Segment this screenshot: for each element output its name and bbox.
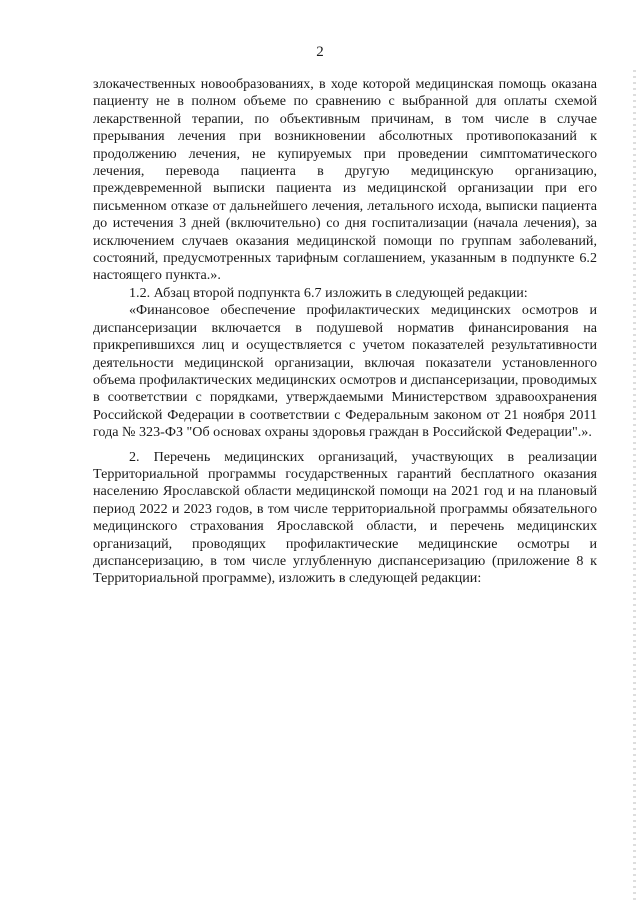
page-number: 2	[316, 44, 324, 60]
paragraph-amendment-1-2: 1.2. Абзац второй подпункта 6.7 изложить в следующей редакции:	[129, 284, 528, 301]
document-body	[93, 76, 597, 588]
scan-edge-artifact	[633, 70, 636, 900]
paragraph-continuation: злокачественных новообразованиях, в ходе которой медицинская помощь оказана пациенту не в полном объеме по сравнению с выбранной для оплаты схемой лекарственной терапии, по объективным причинам, в том числе в случае прерывания лечения при возникновении абсолютных противопоказаний к продолжению лечения, не купируемых при проведении симптоматического лечения, перевода пациента в другую медицинскую организацию, преждевременной выписки пациента из медицинской организации при его письменном отказе от дальнейшего лечения, летального исхода, выписки пациента до истечения 3 дней (включительно) со дня госпитализации (начала лечения), за исключением случаев оказания медицинской помощи по группам заболеваний, состояний, предусмотренных тарифным соглашением, указанным в подпункте 6.2 настоящего пункта.».	[93, 76, 597, 284]
paragraph-item-2: 2. Перечень медицинских организаций, участвующих в реализации Территориальной программы государственных гарантий бесплатного оказания населению Ярославской области медицинской помощи на 2021 год и на плановый период 2022 и 2023 годов, в том числе территориальной программы обязательного медицинского страхования Ярославской области, и перечень медицинских организаций, проводящих профилактические медицинские осмотры и диспансеризацию, в том числе углубленную диспансеризацию (приложение 8 к Территориальной программе), изложить в следующей редакции:	[93, 448, 597, 587]
paragraph-quoted-text: «Финансовое обеспечение профилактических медицинских осмотров и диспансеризации включается в подушевой норматив финансирования на прикрепившихся лиц и осуществляется с учетом показателей результативности деятельности медицинской организации, включая показатели установленного объема профилактических медицинских осмотров и диспансеризации, проводимых в соответствии с порядками, утверждаемыми Министерством здравоохранения Российской Федерации в соответствии с Федеральным законом от 21 ноября 2011 года № 323-ФЗ "Об основах охраны здоровья граждан в Российской Федерации".».	[93, 302, 597, 441]
